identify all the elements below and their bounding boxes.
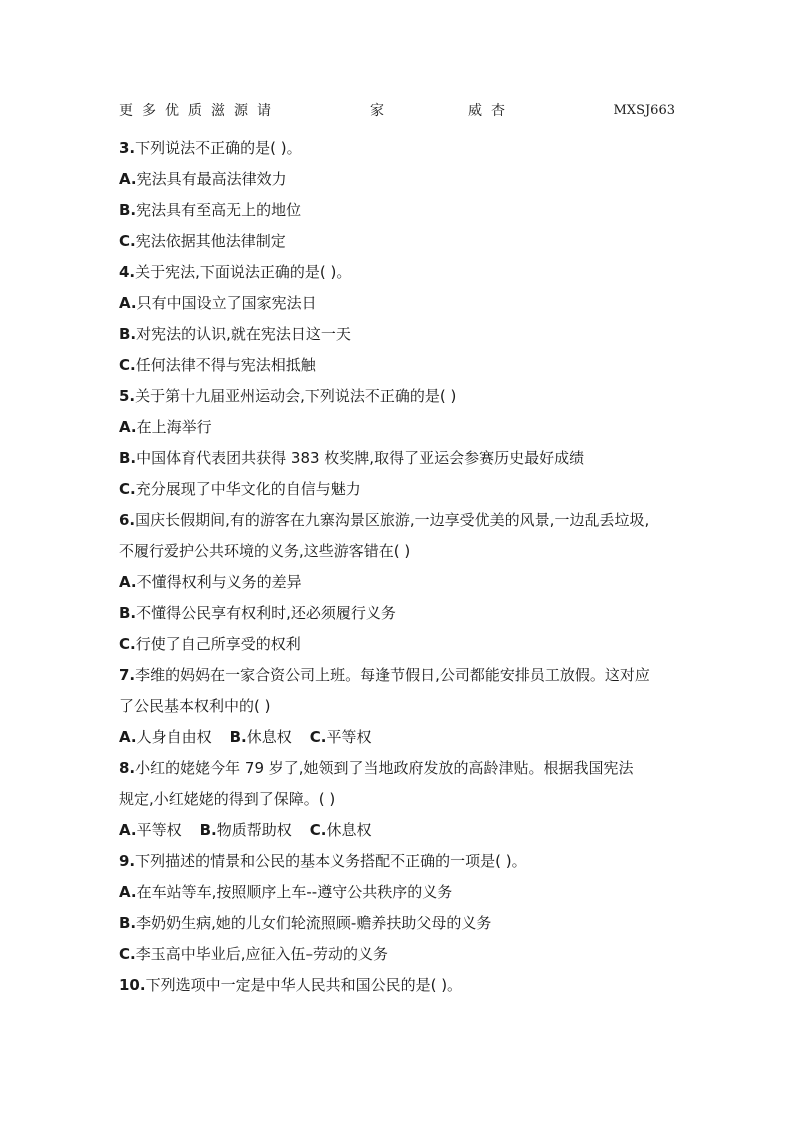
question-text: 小红的姥姥今年 79 岁了,她领到了当地政府发放的高龄津贴。根据我国宪法 xyxy=(135,759,634,777)
option-text: 不懂得公民享有权利时,还必须履行义务 xyxy=(136,604,396,622)
option-letter: A. xyxy=(119,883,137,901)
header-middle-text: 家 xyxy=(370,103,384,119)
option-letter: B. xyxy=(119,449,137,467)
option-text: 物质帮助权 xyxy=(216,821,292,839)
option-item xyxy=(119,288,689,319)
question-stem xyxy=(119,381,689,412)
option-text: 平等权 xyxy=(326,728,372,746)
option-text: 宪法依据其他法律制定 xyxy=(135,232,286,250)
option-letter: C. xyxy=(119,945,136,963)
option-item xyxy=(119,319,689,350)
option-letter: A. xyxy=(119,821,137,839)
option-text: 李玉高中毕业后,应征入伍–劳动的义务 xyxy=(135,945,388,963)
option-letter: B. xyxy=(229,728,247,746)
page-header xyxy=(119,101,675,121)
option-letter: C. xyxy=(119,232,136,250)
question-number: 7. xyxy=(119,666,136,684)
option-item xyxy=(119,350,689,381)
question-number: 4. xyxy=(119,263,136,281)
option-text: 李奶奶生病,她的儿女们轮流照顾-赡养扶助父母的义务 xyxy=(136,914,492,932)
option-text: 中国体育代表团共获得 383 枚奖牌,取得了亚运会参赛历史最好成绩 xyxy=(136,449,585,467)
option-letter: A. xyxy=(119,418,137,436)
question-stem xyxy=(119,970,689,1001)
option-text: 充分展现了中华文化的自信与魅力 xyxy=(135,480,361,498)
option-item xyxy=(119,629,689,660)
question-number: 9. xyxy=(119,852,136,870)
question-text: 下列说法不正确的是( )。 xyxy=(135,139,302,157)
option-letter: A. xyxy=(119,728,137,746)
option-letter: C. xyxy=(119,356,136,374)
option-item xyxy=(119,164,689,195)
inline-options xyxy=(119,815,689,846)
question-text: 关于第十九届亚州运动会,下列说法不正确的是( ) xyxy=(135,387,457,405)
question-list xyxy=(119,133,689,1001)
header-code: MXSJ663 xyxy=(613,103,675,118)
option-letter: B. xyxy=(119,201,137,219)
question-stem-continued xyxy=(119,784,689,815)
option-text: 对宪法的认识,就在宪法日这一天 xyxy=(136,325,351,343)
question-text: 国庆长假期间,有的游客在九寨沟景区旅游,一边享受优美的风景,一边乱丢垃圾, xyxy=(135,511,650,529)
option-item xyxy=(119,195,689,226)
option-text: 任何法律不得与宪法相抵触 xyxy=(135,356,316,374)
option-text: 在上海举行 xyxy=(136,418,212,436)
question-number: 8. xyxy=(119,759,136,777)
option-text: 在车站等车,按照顺序上车--遵守公共秩序的义务 xyxy=(136,883,453,901)
option-item xyxy=(119,877,689,908)
option-letter: A. xyxy=(119,294,137,312)
option-letter: B. xyxy=(199,821,217,839)
option-text: 休息权 xyxy=(246,728,292,746)
inline-options xyxy=(119,722,689,753)
header-left-text: 更多优质滋源请 xyxy=(119,103,280,119)
option-item xyxy=(119,474,689,505)
question-text: 李维的妈妈在一家合资公司上班。每逢节假日,公司都能安排员工放假。这对应 xyxy=(135,666,650,684)
option-letter: C. xyxy=(309,821,327,839)
option-letter: C. xyxy=(119,480,136,498)
option-text: 人身自由权 xyxy=(136,728,212,746)
question-stem-continued xyxy=(119,691,689,722)
option-text: 只有中国设立了国家宪法日 xyxy=(136,294,317,312)
option-item xyxy=(119,412,689,443)
option-text: 宪法具有最高法律效力 xyxy=(136,170,287,188)
option-text: 行使了自己所享受的权利 xyxy=(135,635,301,653)
option-letter: B. xyxy=(119,325,137,343)
question-stem xyxy=(119,846,689,877)
option-item xyxy=(119,939,689,970)
question-number: 6. xyxy=(119,511,136,529)
question-number: 3. xyxy=(119,139,136,157)
option-letter: B. xyxy=(119,914,137,932)
question-number: 10. xyxy=(119,976,146,994)
option-item xyxy=(119,598,689,629)
question-stem xyxy=(119,505,689,536)
question-stem xyxy=(119,133,689,164)
question-stem xyxy=(119,660,689,691)
option-text: 平等权 xyxy=(136,821,182,839)
header-right-text: 威杏 xyxy=(468,103,514,119)
question-text: 下列选项中一定是中华人民共和国公民的是( )。 xyxy=(145,976,463,994)
question-stem xyxy=(119,753,689,784)
question-stem xyxy=(119,257,689,288)
option-item xyxy=(119,226,689,257)
option-text: 宪法具有至高无上的地位 xyxy=(136,201,302,219)
option-letter: A. xyxy=(119,573,137,591)
question-stem-continued xyxy=(119,536,689,567)
question-text: 规定,小红姥姥的得到了保障。( ) xyxy=(119,790,336,808)
question-text: 不履行爱护公共环境的义务,这些游客错在( ) xyxy=(119,542,411,560)
option-item xyxy=(119,908,689,939)
option-item xyxy=(119,443,689,474)
option-text: 休息权 xyxy=(326,821,372,839)
option-text: 不懂得权利与义务的差异 xyxy=(136,573,302,591)
option-letter: B. xyxy=(119,604,137,622)
option-letter: C. xyxy=(309,728,327,746)
question-number: 5. xyxy=(119,387,136,405)
option-letter: A. xyxy=(119,170,137,188)
option-letter: C. xyxy=(119,635,136,653)
question-text: 关于宪法,下面说法正确的是( )。 xyxy=(135,263,352,281)
option-item xyxy=(119,567,689,598)
question-text: 了公民基本权利中的( ) xyxy=(119,697,271,715)
question-text: 下列描述的情景和公民的基本义务搭配不正确的一项是( )。 xyxy=(135,852,527,870)
